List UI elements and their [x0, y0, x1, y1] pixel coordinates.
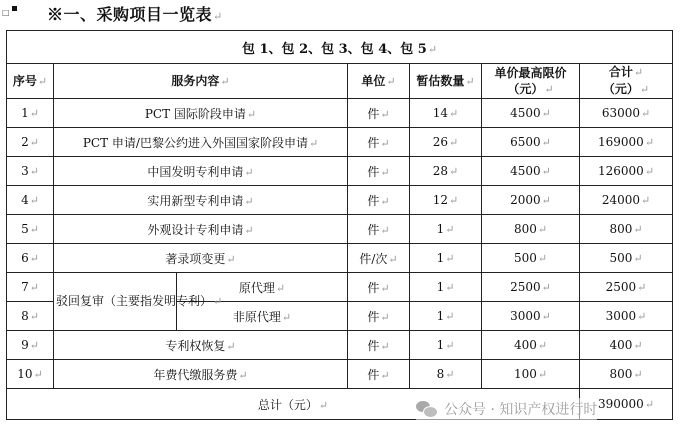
page-title: ※一、采购项目一览表↵ [47, 5, 223, 24]
row-qty: 1↵ [410, 331, 482, 360]
row-price: 100↵ [482, 360, 580, 389]
row-unit: 件↵ [348, 186, 410, 215]
row-unit: 件↵ [348, 99, 410, 128]
table-row [7, 215, 673, 244]
row-unit: 件↵ [348, 157, 410, 186]
table-row [7, 331, 673, 360]
row-no: 3↵ [7, 157, 54, 186]
row-service: 年费代缴服务费↵ [54, 360, 348, 389]
grand-total-value: 390000↵ [580, 389, 673, 420]
row-no: 1↵ [7, 99, 54, 128]
row-price: 6500↵ [482, 128, 580, 157]
row-price: 4500↵ [482, 99, 580, 128]
row-total: 63000↵ [580, 99, 673, 128]
table-row [7, 128, 673, 157]
row-price: 2500↵ [482, 273, 580, 302]
row-qty: 1↵ [410, 244, 482, 273]
row-no: 9↵ [7, 331, 54, 360]
row-qty: 28↵ [410, 157, 482, 186]
header-total: 合计↵ （元）↵ [580, 64, 673, 99]
package-header-row [7, 31, 673, 64]
row-price: 4500↵ [482, 157, 580, 186]
document-header [0, 0, 681, 30]
row-service: 非原代理↵ [177, 302, 348, 331]
row-unit: 件↵ [348, 331, 410, 360]
table-row [7, 244, 673, 273]
row-qty: 1↵ [410, 302, 482, 331]
row-qty: 26↵ [410, 128, 482, 157]
row-no: 8↵ [7, 302, 54, 331]
row-total: 400↵ [580, 331, 673, 360]
row-price: 800↵ [482, 215, 580, 244]
row-total: 2500↵ [580, 273, 673, 302]
table-row [7, 360, 673, 389]
grand-total-label: 总计（元）↵ [7, 389, 580, 420]
row-unit: 件↵ [348, 128, 410, 157]
row-price: 500↵ [482, 244, 580, 273]
wechat-icon [416, 400, 438, 418]
row-unit: 件↵ [348, 360, 410, 389]
row-price: 3000↵ [482, 302, 580, 331]
row-price: 2000↵ [482, 186, 580, 215]
table-row [7, 99, 673, 128]
row-service: 著录项变更↵ [54, 244, 348, 273]
row-total: 126000↵ [580, 157, 673, 186]
row-total: 500↵ [580, 244, 673, 273]
row-unit: 件↵ [348, 302, 410, 331]
header-qty: 暂估数量↵ [410, 64, 482, 99]
row-no: 2↵ [7, 128, 54, 157]
column-header-row [7, 64, 673, 99]
row-no: 5↵ [7, 215, 54, 244]
row-no: 7↵ [7, 273, 54, 302]
bullet-icon [12, 6, 17, 11]
row-unit: 件↵ [348, 273, 410, 302]
row-service: 实用新型专利申请↵ [54, 186, 348, 215]
row-total: 24000↵ [580, 186, 673, 215]
row-total: 800↵ [580, 215, 673, 244]
row-qty: 8↵ [410, 360, 482, 389]
package-header: 包 1、包 2、包 3、包 4、包 5↵ [7, 31, 673, 64]
table-row [7, 157, 673, 186]
row-service: 原代理↵ [177, 273, 348, 302]
row-service: 专利权恢复↵ [54, 331, 348, 360]
paragraph-mark: ↵ [213, 10, 223, 23]
row-qty: 14↵ [410, 99, 482, 128]
row-service: PCT 申请/巴黎公约进入外国国家阶段申请↵ [54, 128, 348, 157]
header-unit-price: 单价最高限价 （元）↵ [482, 64, 580, 99]
row-no: 6↵ [7, 244, 54, 273]
table-row [7, 186, 673, 215]
watermark-text: 公众号 · 知识产权进行时 [444, 402, 598, 418]
row-qty: 12↵ [410, 186, 482, 215]
row-service: 中国发明专利申请↵ [54, 157, 348, 186]
procurement-table [6, 30, 673, 420]
table-row [7, 273, 673, 302]
header-unit: 单位↵ [348, 64, 410, 99]
header-no: 序号↵ [7, 64, 54, 99]
watermark [416, 398, 597, 420]
row-unit: 件/次↵ [348, 244, 410, 273]
row-total: 800↵ [580, 360, 673, 389]
row-service: PCT 国际阶段申请↵ [54, 99, 348, 128]
row-price: 400↵ [482, 331, 580, 360]
group-label-reexamination: 驳回复审（主要指发明专利）↵ [54, 273, 177, 331]
row-no: 4↵ [7, 186, 54, 215]
row-qty: 1↵ [410, 215, 482, 244]
row-no: 10↵ [7, 360, 54, 389]
anchor-marker-icon: □ [2, 8, 10, 17]
row-qty: 1↵ [410, 273, 482, 302]
header-service: 服务内容↵ [54, 64, 348, 99]
row-service: 外观设计专利申请↵ [54, 215, 348, 244]
row-total: 169000↵ [580, 128, 673, 157]
row-total: 3000↵ [580, 302, 673, 331]
row-unit: 件↵ [348, 215, 410, 244]
